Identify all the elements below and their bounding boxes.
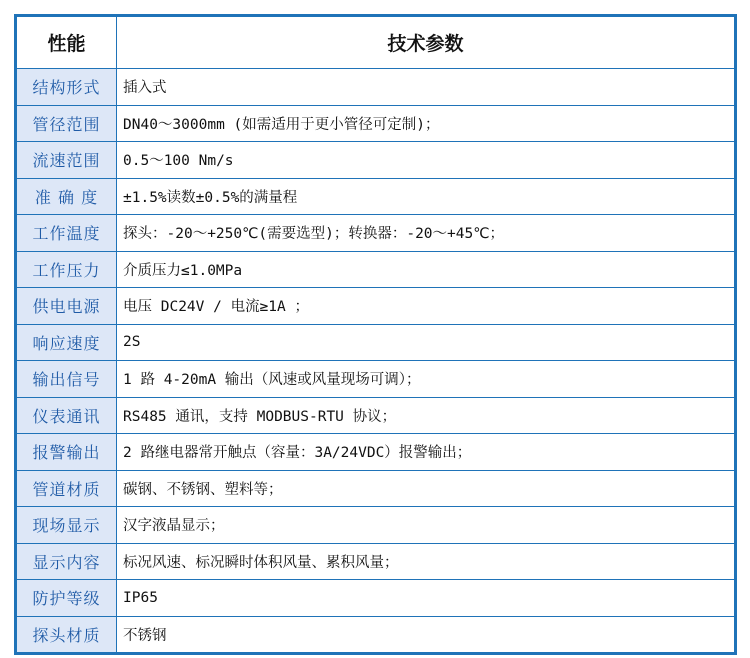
- row-value: 插入式: [117, 69, 735, 106]
- row-label: 仪表通讯: [17, 397, 117, 434]
- row-label: 输出信号: [17, 361, 117, 398]
- row-value: 汉字液晶显示；: [117, 507, 735, 544]
- row-label: 探头材质: [17, 616, 117, 653]
- row-value: RS485 通讯，支持 MODBUS-RTU 协议；: [117, 397, 735, 434]
- row-label: 管径范围: [17, 105, 117, 142]
- row-label: 管道材质: [17, 470, 117, 507]
- row-value: 碳钢、不锈钢、塑料等；: [117, 470, 735, 507]
- row-value: IP65: [117, 580, 735, 617]
- row-label: 防护等级: [17, 580, 117, 617]
- row-label: 工作温度: [17, 215, 117, 252]
- row-label: 显示内容: [17, 543, 117, 580]
- table-header-row: [17, 17, 735, 69]
- row-value: 0.5～100 Nm/s: [117, 142, 735, 179]
- row-label: 流速范围: [17, 142, 117, 179]
- row-value: 介质压力≤1.0MPa: [117, 251, 735, 288]
- spec-table-container: [14, 14, 737, 655]
- row-label: 现场显示: [17, 507, 117, 544]
- table-row: [17, 324, 735, 361]
- table-row: [17, 361, 735, 398]
- row-value: DN40～3000mm (如需适用于更小管径可定制)；: [117, 105, 735, 142]
- table-row: [17, 507, 735, 544]
- row-value: 电压 DC24V / 电流≥1A ；: [117, 288, 735, 325]
- table-row: [17, 543, 735, 580]
- table-row: [17, 616, 735, 653]
- table-row: [17, 215, 735, 252]
- table-row: [17, 105, 735, 142]
- table-row: [17, 397, 735, 434]
- table-row: [17, 142, 735, 179]
- table-row: [17, 251, 735, 288]
- row-value: ±1.5%读数±0.5%的满量程: [117, 178, 735, 215]
- table-row: [17, 580, 735, 617]
- row-label: 供电电源: [17, 288, 117, 325]
- row-value: 不锈钢: [117, 616, 735, 653]
- spec-table: [16, 16, 735, 653]
- row-label: 结构形式: [17, 69, 117, 106]
- row-value: 2 路继电器常开触点（容量：3A/24VDC）报警输出；: [117, 434, 735, 471]
- table-row: [17, 178, 735, 215]
- table-row: [17, 470, 735, 507]
- table-row: [17, 288, 735, 325]
- row-label: 工作压力: [17, 251, 117, 288]
- table-row: [17, 434, 735, 471]
- row-value: 探头：-20～+250℃(需要选型)；转换器：-20～+45℃；: [117, 215, 735, 252]
- row-label: 报警输出: [17, 434, 117, 471]
- row-value: 标况风速、标况瞬时体积风量、累积风量；: [117, 543, 735, 580]
- table-row: [17, 69, 735, 106]
- row-label: 准 确 度: [17, 178, 117, 215]
- row-value: 2S: [117, 324, 735, 361]
- row-value: 1 路 4-20mA 输出（风速或风量现场可调）；: [117, 361, 735, 398]
- header-performance: 性能: [17, 17, 117, 69]
- row-label: 响应速度: [17, 324, 117, 361]
- header-technical-params: 技术参数: [117, 17, 735, 69]
